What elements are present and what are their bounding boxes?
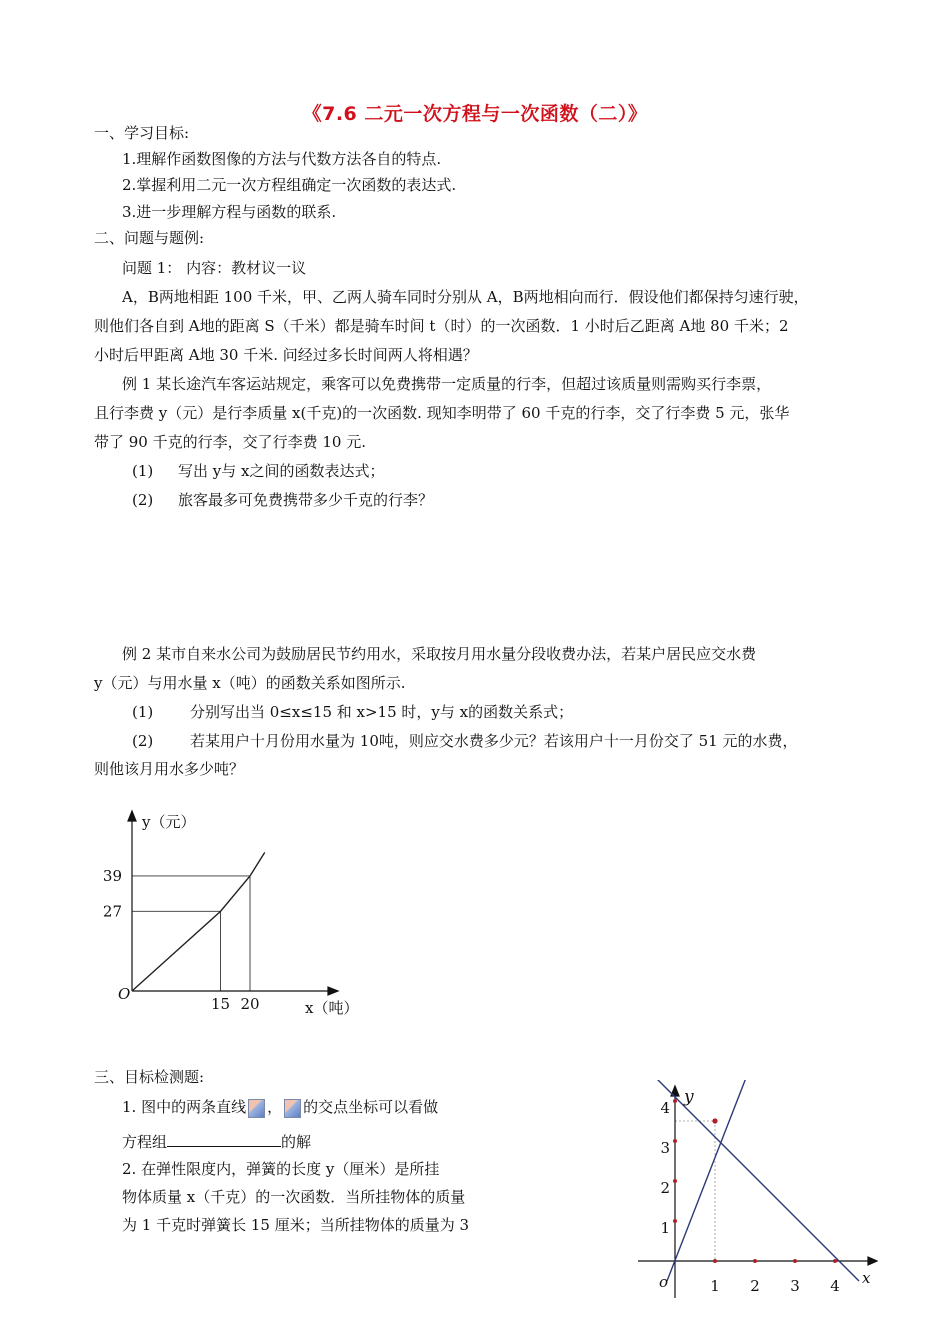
y-tick-label: 3 xyxy=(660,1139,670,1157)
problem1-line: 则他们各自到 A地的距离 S（千米）都是骑车时间 t（时）的一次函数．1 小时后乙距离 A地 80 千米；2 xyxy=(94,317,789,335)
y-axis-arrow xyxy=(128,811,136,821)
x-tick-label: 3 xyxy=(790,1277,800,1295)
example1-q1-text: 写出 y与 x之间的函数表达式； xyxy=(178,462,385,480)
q2-line: 为 1 千克时弹簧长 15 厘米；当所挂物体的质量为 3 xyxy=(122,1216,470,1234)
q2-line: 物体质量 x（千克）的一次函数．当所挂物体的质量 xyxy=(122,1188,466,1206)
x-axis-arrow xyxy=(868,1257,877,1265)
answer-blank[interactable] xyxy=(167,1131,281,1147)
example1-q1-number: (1) xyxy=(132,462,154,480)
y-axis-label: y xyxy=(684,1087,694,1107)
example2-q2-number: (2) xyxy=(132,732,154,750)
x-tick-dot xyxy=(753,1259,757,1263)
example2-line: 例 2 某市自来水公司为鼓励居民节约用水，采取按月用水量分段收费办法，若某户居民应交水费 xyxy=(122,645,757,663)
section3-heading: 三、目标检测题: xyxy=(94,1068,205,1086)
example2-q2-continuation: 则他该月用水多少吨？ xyxy=(94,760,245,778)
y-tick-label: 1 xyxy=(660,1219,670,1237)
y-tick-label: 27 xyxy=(102,902,122,921)
x-axis-label: x xyxy=(862,1269,871,1287)
y-tick-dot xyxy=(673,1139,677,1143)
x-tick-label: 2 xyxy=(750,1277,760,1295)
example1-q2-text: 旅客最多可免费携带多少千克的行李？ xyxy=(178,491,434,509)
q1-answer-line xyxy=(122,1131,311,1152)
q1-text-a: 1. 图中的两条直线 xyxy=(122,1098,247,1116)
fee-line xyxy=(132,852,265,991)
x-tick-label: 4 xyxy=(830,1277,840,1295)
goal-item: 3.进一步理解方程与函数的联系. xyxy=(122,203,337,221)
goal-item: 1.理解作函数图像的方法与代数方法各自的特点. xyxy=(122,150,442,168)
problem1-line: 小时后甲距离 A地 30 千米. 问经过多长时间两人将相遇？ xyxy=(94,346,478,364)
example2-q1-number: (1) xyxy=(132,703,154,721)
x-tick-dot xyxy=(713,1259,717,1263)
problem1-line: A，B两地相距 100 千米，甲、乙两人骑车同时分别从 A，B两地相向而行．假设他们都保持匀速行驶， xyxy=(122,288,809,306)
q1-text xyxy=(122,1097,438,1118)
problem1-label: 问题 1： 内容：教材议一议 xyxy=(122,259,307,277)
y-tick-label: 4 xyxy=(660,1099,670,1117)
x-axis-arrow xyxy=(328,987,338,995)
origin-label: O xyxy=(118,985,131,1003)
x-tick-dot xyxy=(833,1259,837,1263)
q2-line: 2. 在弹性限度内，弹簧的长度 y（厘米）是所挂 xyxy=(122,1160,440,1178)
y-tick-dot xyxy=(673,1099,677,1103)
example1-line: 例 1 某长途汽车客运站规定，乘客可以免费携带一定质量的行李，但超过该质量则需购买行李票， xyxy=(122,375,772,393)
example1-line: 且行李费 y（元）是行李质量 x(千克)的一次函数. 现知李明带了 60 千克的行李，交了行李费 5 元，张华 xyxy=(94,404,790,422)
q1-text-b: 的交点坐标可以看做 xyxy=(303,1098,439,1116)
example2-line: y（元）与用水量 x（吨）的函数关系如图所示. xyxy=(94,674,406,692)
page-title: 《7.6 二元一次方程与一次函数（二）》 xyxy=(302,103,648,125)
intersection-chart xyxy=(628,1080,878,1302)
line1-formula-icon xyxy=(248,1099,265,1118)
origin-label: o xyxy=(659,1273,669,1291)
x-tick-label: 15 xyxy=(210,995,231,1013)
example1-q2-number: (2) xyxy=(132,491,154,509)
function-line xyxy=(667,1080,751,1281)
x-tick-label: 1 xyxy=(710,1277,720,1295)
y-tick-dot xyxy=(673,1219,677,1223)
q1-line2a: 方程组 xyxy=(122,1133,168,1151)
goal-item: 2.掌握利用二元一次方程组确定一次函数的表达式. xyxy=(122,176,457,194)
example2-q1-text: 分别写出当 0≤x≤15 和 x>15 时，y与 x的函数关系式； xyxy=(190,703,574,721)
section1-heading: 一、学习目标: xyxy=(94,124,190,142)
q1-line2b: 的解 xyxy=(281,1133,312,1151)
y-tick-dot xyxy=(673,1179,677,1183)
x-tick-label: 20 xyxy=(240,995,260,1013)
section2-heading: 二、问题与题例: xyxy=(94,229,205,247)
example2-q2-text: 若某用户十月份用水量为 10吨，则应交水费多少元？若该用户十一月份交了 51 元的水费， xyxy=(190,732,798,750)
x-axis-label: x（吨） xyxy=(305,999,359,1017)
q1-separator: ， xyxy=(267,1098,283,1116)
y-tick-label: 2 xyxy=(660,1179,670,1197)
example1-line: 带了 90 千克的行李，交了行李费 10 元. xyxy=(94,433,367,451)
y-tick-label: 39 xyxy=(102,866,122,885)
water-fee-chart xyxy=(100,805,370,1025)
line2-formula-icon xyxy=(284,1099,301,1118)
x-tick-dot xyxy=(793,1259,797,1263)
y-axis-label: y（元） xyxy=(142,813,196,831)
intersection-point xyxy=(712,1118,717,1123)
